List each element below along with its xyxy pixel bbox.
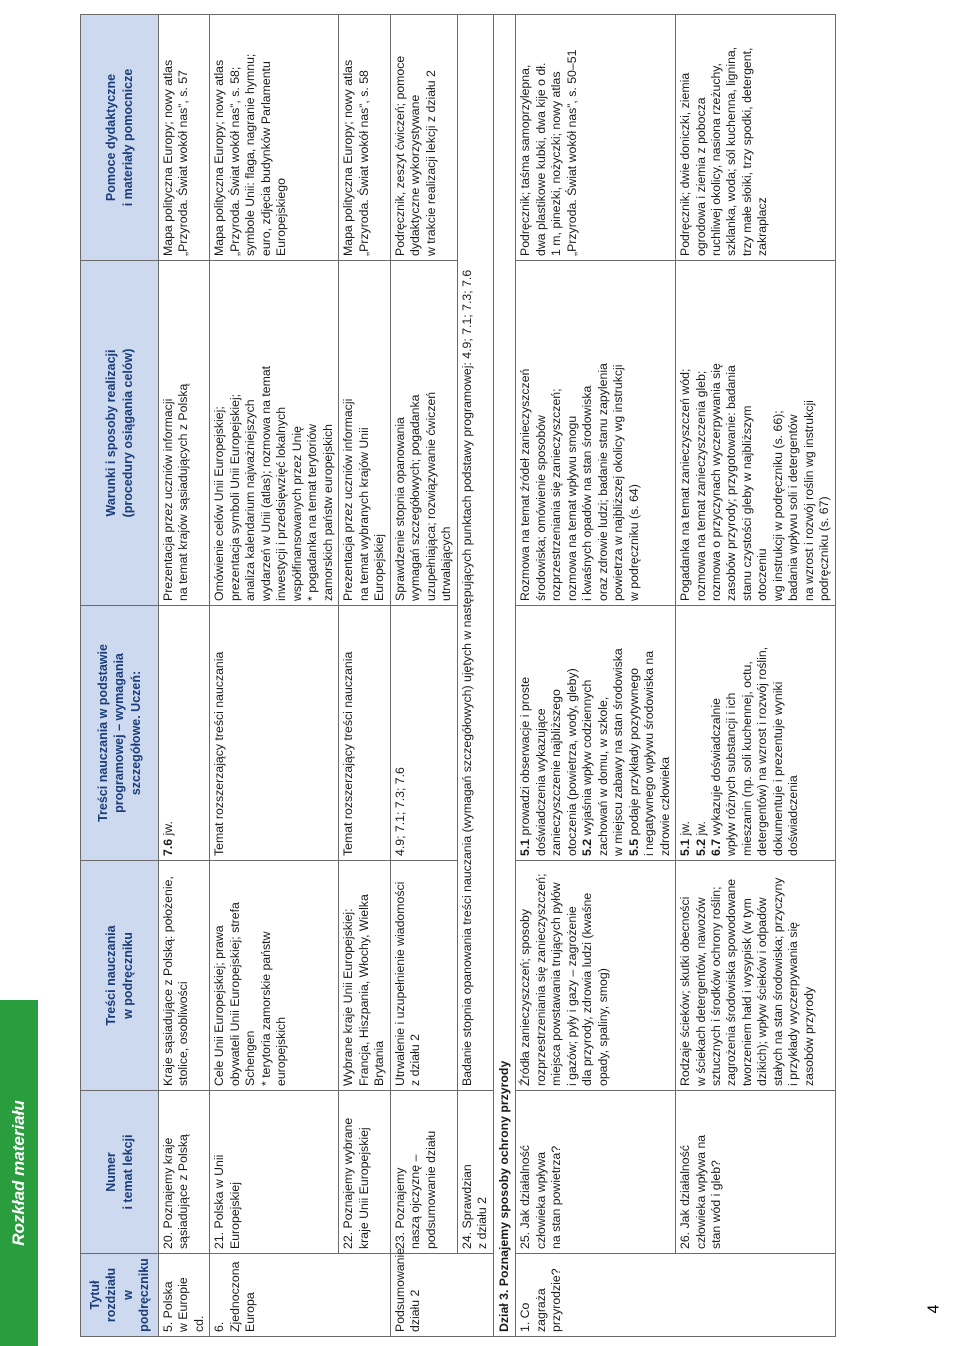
cell-line: naszą ojczyznę –	[408, 1154, 423, 1249]
cell-line: stolice, osobliwości	[176, 981, 191, 1086]
cell-line: Mapa polityczna Europy; nowy atlas	[161, 59, 175, 256]
cell-line: obywateli Unii Europejskiej; strefa	[227, 902, 242, 1086]
cell-line: miejsca powstawania trujących pyłów	[549, 882, 564, 1086]
cell-line: opady, spaliny, smog)	[595, 968, 610, 1086]
cell-lesson	[159, 1091, 210, 1254]
header-chapter: Tytuł rozdziału w podręczniku	[81, 1254, 159, 1337]
cell-lesson	[390, 1091, 457, 1254]
cell-line: Mapa polityczna Europy; nowy atlas	[212, 59, 227, 256]
cell-content	[516, 861, 676, 1091]
cell-line: wydarzeń w Unii (atlas); rozmowa na temat	[258, 365, 273, 601]
cell-line: Źródła zanieczyszczeń; sposoby	[518, 908, 533, 1086]
cell-line: podręczniku (s. 67)	[817, 496, 832, 601]
header-core-curriculum: Treści nauczania w podstawie programowej – wymagania szczegółowe. Uczeń:	[81, 606, 159, 861]
header-lesson: Numer i temat lekcji	[81, 1091, 159, 1254]
table-row-test	[457, 15, 493, 1337]
cell-line: Europejskiej	[372, 534, 387, 601]
cell-core	[516, 606, 676, 861]
cell-line: sztucznych i środków ochrony roślin;	[708, 886, 723, 1086]
cell-line: 25. Jak działalność	[518, 1145, 533, 1249]
cell-content	[159, 861, 210, 1091]
cell-line: szklanka, woda; sól kuchenna, lignina,	[724, 46, 739, 256]
cell-line: Prezentacja przez uczniów informacji	[341, 398, 356, 601]
cell-line: 6. Zjednoczona	[212, 1261, 242, 1332]
cell-line: rozmowa na temat zanieczyszczenia gleb;	[693, 370, 708, 601]
cell-line: zamorskich państw europejskich	[320, 423, 335, 601]
cell-line: 5.2 jw.	[693, 821, 708, 856]
cell-line: wpływ różnych substancji i ich	[724, 692, 739, 856]
header-row	[81, 15, 159, 1337]
cell-line: stałych na stan środowiska; przyczyny	[770, 877, 785, 1086]
cell-line: zasobów przyrody	[801, 986, 816, 1086]
cell-conditions	[676, 261, 836, 606]
cell-line: 5.1 jw.	[678, 821, 693, 856]
cell-line: 1 m, pinezki, nożyczki; nowy atlas	[549, 71, 564, 256]
cell-aids	[339, 15, 390, 261]
cell-line: na stan powietrza?	[549, 1145, 564, 1249]
cell-lesson	[210, 1091, 339, 1254]
cell-line: i negatywnego wpływu środowiska na	[642, 650, 657, 856]
lesson-plan-table	[80, 14, 836, 1337]
cell-line: trzy małe słoiki, trzy spodki, detergent,	[739, 47, 754, 256]
cell-line: * terytoria zamorskie państw	[258, 931, 273, 1086]
cell-line: symbole Unii: flaga, nagranie hymnu;	[243, 53, 258, 256]
header-aids: Pomoce dydaktyczne i materiały pomocnicze	[81, 15, 159, 261]
cell-aids	[159, 15, 210, 261]
cell-line: na temat wybranych krajów Unii	[356, 427, 371, 601]
cell-line: dokumentuje i prezentuje wyniki	[770, 681, 785, 856]
cell-line: zdrowie człowieka	[657, 756, 672, 856]
cell-line: Omówienie celów Unii Europejskiej;	[212, 406, 227, 601]
rotated-table-wrapper	[80, 15, 910, 1337]
cell-line: „Przyroda. Świat wokół nas”, s. 57	[176, 70, 191, 256]
cell-line: rozprzestrzeniania się zanieczyszczeń;	[549, 388, 564, 601]
cell-line: 21. Polska w Unii	[212, 1154, 227, 1249]
cell-line: europejskich	[274, 1016, 289, 1086]
cell-test-description: Badanie stopnia opanowania treści nauczania (wymagań szczegółowych) ujętych w następujących punktach podstawy programowej: 4.9; 7.1; 7.3; 7.6	[457, 15, 493, 1091]
cell-line: rozprzestrzeniania się zanieczyszczeń;	[533, 873, 548, 1086]
cell-line: środowiska; omówienie sposobów	[533, 415, 548, 601]
table-row	[159, 15, 210, 1337]
cell-line: ruchliwej okolicy, nasiona rzeżuchy,	[708, 63, 723, 256]
cell-line: i gazów; pyły i gazy – zagrożenie	[564, 906, 579, 1086]
cell-line: kraje Unii Europejskiej	[356, 1127, 371, 1249]
cell-line: dla przyrody, zdrowia ludzi (kwaśne	[580, 892, 595, 1086]
cell-line: doświadczenia wykazujące	[533, 708, 548, 856]
cell-core	[390, 606, 457, 861]
cell-line: 4.9; 7.1; 7.3; 7.6	[392, 767, 407, 856]
cell-line: 6.7 wykazuje doświadczalnie	[708, 698, 723, 856]
cell-line: tworzeniem hałd i wysypisk (w tym	[739, 898, 754, 1086]
table-row	[390, 15, 457, 1337]
cell-lesson	[457, 1091, 493, 1254]
cell-line: inwestycji i przedsięwzięć lokalnych	[274, 406, 289, 601]
cell-line: „Przyroda. Świat wokół nas”, s. 58	[356, 70, 371, 256]
cell-line: Francja, Hiszpania, Włochy, Wielka	[356, 894, 371, 1086]
cell-core	[339, 606, 390, 861]
cell-line: człowieka wpływa na	[693, 1134, 708, 1249]
cell-line: zasobów przyrody; przygotowanie: badania	[724, 365, 739, 601]
cell-line: z działu 2	[475, 1197, 490, 1249]
cell-line: Rodzaje ścieków; skutki obecności	[678, 896, 693, 1086]
cell-line: 23. Poznajemy	[392, 1167, 407, 1249]
cell-line: Podręcznik; taśma samoprzylepna,	[518, 64, 533, 256]
cell-line: Europejskiej	[227, 1182, 242, 1249]
cell-line: i kwaśnych opadów na stan środowiska	[580, 385, 595, 601]
table-row	[516, 15, 676, 1337]
cell-line: Schengen	[243, 1030, 258, 1086]
cell-line: rozmowa o przyczynach wyczerpywania się	[708, 363, 723, 601]
cell-line: podsumowanie działu	[423, 1130, 438, 1249]
cell-line: euro, zdjęcia budynków Parlamentu	[258, 61, 273, 256]
section-title: Dział 3. Poznajemy sposoby ochrony przyrody	[493, 15, 515, 1337]
table-row	[676, 15, 836, 1337]
cell-content	[210, 861, 339, 1091]
cell-line: Rozmowa na temat źródeł zanieczyszczeń	[518, 368, 533, 601]
cell-lesson	[516, 1091, 676, 1254]
cell-line: badania wpływu soli i detergentów	[786, 414, 801, 601]
cell-conditions	[210, 261, 339, 606]
cell-line: zanieczyszczenie najbliższego	[549, 689, 564, 856]
cell-line: przyrodzie?	[549, 1268, 564, 1332]
cell-line: Pogadanka na temat zanieczyszczeń wód;	[678, 368, 693, 601]
cell-chapter	[390, 1247, 493, 1337]
cell-line: 5.1 prowadzi obserwacje i proste	[518, 676, 533, 856]
cell-line: Podręcznik; dwie doniczki, ziemia	[678, 72, 693, 256]
cell-conditions	[159, 261, 210, 606]
cell-line: 1. Co zagraża	[518, 1288, 548, 1332]
cell-line: człowieka wpływa	[533, 1151, 548, 1249]
cell-line: dydaktyczne wykorzystywane	[408, 94, 423, 256]
cell-line: dzikich); wpływ ścieków i odpadów	[755, 897, 770, 1086]
cell-line: „Przyroda. Świat wokół nas”, s. 50–51	[564, 49, 579, 256]
cell-line: uzupełniająca; rozwiązywanie ćwiczeń	[423, 391, 438, 601]
cell-line: zagrożenia środowiska spowodowane	[724, 878, 739, 1086]
cell-line: działu 2	[408, 1289, 423, 1332]
cell-aids	[516, 15, 676, 261]
cell-line: Sprawdzenie stopnia opanowania	[392, 417, 407, 601]
cell-line: Kraje sąsiadujące z Polską: położenie,	[161, 876, 175, 1086]
cell-line: Temat rozszerzający treści nauczania	[341, 651, 356, 856]
cell-line: * pogadanka na temat terytoriów	[305, 423, 320, 601]
section-row	[493, 15, 515, 1337]
cell-line: w Europie cd.	[176, 1277, 206, 1332]
cell-chapter	[159, 1254, 210, 1337]
cell-chapter	[516, 1254, 836, 1337]
cell-core	[676, 606, 836, 861]
cell-line: utrwalających	[439, 526, 454, 601]
cell-line: zachowań w domu, w szkole,	[595, 696, 610, 856]
header-content: Treści nauczania w podręczniku	[81, 861, 159, 1091]
cell-line: Podsumowanie	[392, 1247, 407, 1332]
cell-line: 5. Polska	[161, 1281, 175, 1332]
cell-aids	[676, 15, 836, 261]
cell-line: w ściekach detergentów, nawozów	[693, 897, 708, 1086]
cell-line: analiza kalendarium najważniejszych	[243, 399, 258, 601]
cell-line: 5.5 podaje przykłady pozytywnego	[626, 668, 641, 856]
cell-line: Utrwalenie i uzupełnienie wiadomości	[392, 881, 407, 1086]
cell-core	[210, 606, 339, 861]
cell-line: w miejscu zabawy na stan środowiska	[611, 648, 626, 856]
page-number: 4	[925, 1304, 943, 1314]
cell-line: otoczenia (powietrza, wody, gleby)	[564, 668, 579, 856]
cell-conditions	[516, 261, 676, 606]
table-row	[339, 15, 390, 1337]
cell-line: detergentów) na wzrost i rozwój roślin,	[755, 646, 770, 856]
cell-line: oraz zdrowie ludzi; badanie stanu zapylenia	[595, 363, 610, 601]
cell-core	[159, 606, 210, 861]
cell-line: Wybrane kraje Unii Europejskiej:	[341, 908, 356, 1086]
cell-line: w podręczniku (s. 64)	[626, 484, 641, 601]
cell-conditions	[390, 261, 457, 606]
cell-content	[390, 861, 457, 1091]
cell-line: wymagań szczegółowych; pogadanka	[408, 394, 423, 601]
cell-line: zakraplacz	[755, 197, 770, 256]
cell-line: w trakcie realizacji lekcji z działu 2	[423, 70, 438, 256]
cell-line: ogrodowa i ziemia z pobocza	[693, 97, 708, 256]
cell-line: 22. Poznajemy wybrane	[341, 1117, 356, 1249]
cell-line: otoczeniu	[755, 548, 770, 601]
cell-line: dwa plastikowe kubki, dwa kije o dł.	[533, 62, 548, 256]
cell-line: Podręcznik, zeszyt ćwiczeń; pomoce	[392, 55, 407, 256]
cell-line: 7.6 jw.	[161, 821, 175, 856]
cell-content	[339, 861, 390, 1091]
cell-line: 26. Jak działalność	[678, 1145, 693, 1249]
cell-conditions	[339, 261, 390, 606]
cell-lesson	[676, 1091, 836, 1254]
cell-line: Cele Unii Europejskiej; prawa	[212, 925, 227, 1086]
cell-line: Brytania	[372, 1040, 387, 1086]
cell-line: Europejskiego	[274, 178, 289, 256]
cell-aids	[210, 15, 339, 261]
cell-line: 24. Sprawdzian	[459, 1164, 474, 1249]
cell-aids	[390, 15, 457, 261]
cell-line: sąsiadujące z Polską	[176, 1134, 191, 1249]
cell-line: „Przyroda. Świat wokół nas”, s. 58;	[227, 66, 242, 256]
cell-line: Mapa polityczna Europy; nowy atlas	[341, 59, 356, 256]
cell-line: stan wód i gleb?	[708, 1160, 723, 1249]
side-tab-label: Rozkład materiału	[9, 1100, 28, 1246]
cell-lesson	[339, 1091, 390, 1254]
cell-line: 5.2 wyjaśnia wpływ codziennych	[580, 679, 595, 856]
cell-line: stanu czystości gleby w najbliższym	[739, 405, 754, 601]
cell-content	[676, 861, 836, 1091]
cell-line: na temat krajów sąsiadujących z Polską	[176, 383, 191, 601]
cell-line: Temat rozszerzający treści nauczania	[212, 651, 227, 856]
cell-line: na wzrost i rozwój roślin wg instrukcji	[801, 400, 816, 601]
cell-line: Prezentacja przez uczniów informacji	[161, 398, 175, 601]
cell-line: i przykłady wyczerpywania się	[786, 921, 801, 1086]
cell-line: rozmowa na temat wpływu smogu	[564, 415, 579, 601]
cell-line: prezentacja symboli Unii Europejskiej;	[227, 393, 242, 601]
table-row	[210, 15, 339, 1337]
cell-line: doświadczenia	[786, 775, 801, 856]
cell-line: z działu 2	[408, 1034, 423, 1086]
cell-line: mieszanin (np. soli kuchennej, octu,	[739, 661, 754, 856]
cell-chapter	[210, 1254, 390, 1337]
cell-line: Europa	[243, 1292, 258, 1332]
header-conditions: Warunki i sposoby realizacji (procedury osiągania celów)	[81, 261, 159, 606]
cell-line: 20. Poznajemy kraje	[161, 1137, 175, 1249]
cell-line: wg instrukcji w podręczniku (s. 66);	[770, 410, 785, 601]
cell-line: współfinansowanych przez Unię	[289, 426, 304, 601]
cell-line: powietrza w najbliższej okolicy wg instrukcji	[611, 364, 626, 601]
